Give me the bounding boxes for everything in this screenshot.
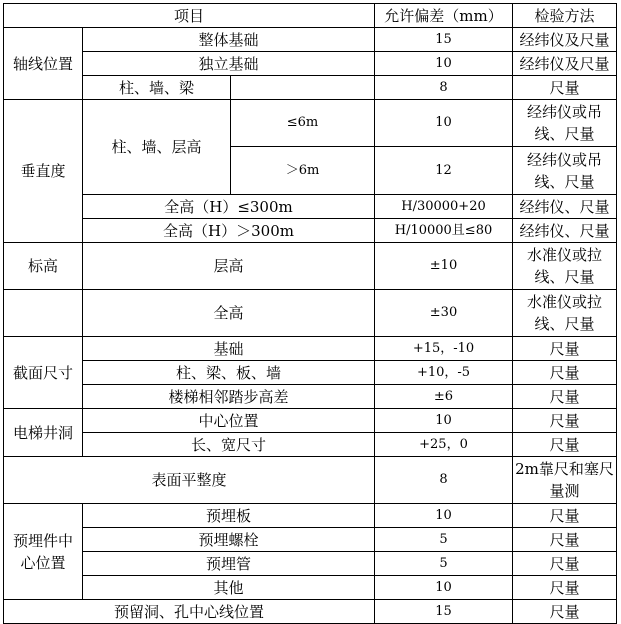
group-verticality: 垂直度 bbox=[4, 100, 83, 243]
sub-item: 预埋板 bbox=[83, 504, 375, 528]
sub-item: 全高（H）＞300m bbox=[83, 219, 375, 243]
inspection-method: 经纬仪、尺量 bbox=[513, 219, 617, 243]
sub-item: 柱、墙、梁 bbox=[83, 76, 231, 100]
tolerance-value: 8 bbox=[375, 457, 513, 504]
group-embedded-center: 预埋件中心位置 bbox=[4, 504, 83, 600]
table-row bbox=[4, 337, 617, 361]
inspection-method: 尺量 bbox=[513, 385, 617, 409]
table-row bbox=[4, 504, 617, 528]
tolerance-value: +15，-10 bbox=[375, 337, 513, 361]
inspection-method: 尺量 bbox=[513, 600, 617, 624]
tolerance-value: ±10 bbox=[375, 243, 513, 290]
sub-item: 全高（H）≤300m bbox=[83, 195, 375, 219]
inspection-method: 尺量 bbox=[513, 576, 617, 600]
tolerance-value: ±6 bbox=[375, 385, 513, 409]
sub-item: 独立基础 bbox=[83, 52, 375, 76]
table-row bbox=[4, 552, 617, 576]
condition: ＞6m bbox=[231, 147, 375, 195]
inspection-method: 2m靠尺和塞尺量测 bbox=[513, 457, 617, 504]
sub-item: 其他 bbox=[83, 576, 375, 600]
sub-item: 长、宽尺寸 bbox=[83, 433, 375, 457]
header-tolerance: 允许偏差（mm） bbox=[375, 4, 513, 28]
empty-cell bbox=[231, 76, 375, 100]
table-row bbox=[4, 600, 617, 624]
sub-item: 层高 bbox=[83, 243, 375, 290]
tolerance-value: H/10000且≤80 bbox=[375, 219, 513, 243]
table-row bbox=[4, 290, 617, 337]
table-row bbox=[4, 457, 617, 504]
tolerance-value: 10 bbox=[375, 576, 513, 600]
inspection-method: 经纬仪及尺量 bbox=[513, 52, 617, 76]
inspection-method: 尺量 bbox=[513, 76, 617, 100]
inspection-method: 尺量 bbox=[513, 337, 617, 361]
group-reserved-hole: 预留洞、孔中心线位置 bbox=[4, 600, 375, 624]
sub-item: 基础 bbox=[83, 337, 375, 361]
inspection-method: 经纬仪、尺量 bbox=[513, 195, 617, 219]
table-row bbox=[4, 243, 617, 290]
table-row bbox=[4, 52, 617, 76]
table-row bbox=[4, 76, 617, 100]
table-row bbox=[4, 361, 617, 385]
sub-item: 预埋管 bbox=[83, 552, 375, 576]
table-row bbox=[4, 385, 617, 409]
group-section-size: 截面尺寸 bbox=[4, 337, 83, 409]
tolerance-value: 15 bbox=[375, 28, 513, 52]
tolerance-value: 5 bbox=[375, 528, 513, 552]
group-elevator-shaft: 电梯井洞 bbox=[4, 409, 83, 457]
sub-item: 楼梯相邻踏步高差 bbox=[83, 385, 375, 409]
tolerance-value: H/30000+20 bbox=[375, 195, 513, 219]
header-method: 检验方法 bbox=[513, 4, 617, 28]
table-row bbox=[4, 528, 617, 552]
header-item: 项目 bbox=[4, 4, 375, 28]
tolerance-value: 8 bbox=[375, 76, 513, 100]
tolerance-value: 10 bbox=[375, 52, 513, 76]
inspection-method: 经纬仪或吊线、尺量 bbox=[513, 100, 617, 147]
inspection-method: 尺量 bbox=[513, 528, 617, 552]
inspection-method: 水准仪或拉线、尺量 bbox=[513, 290, 617, 337]
inspection-method: 水准仪或拉线、尺量 bbox=[513, 243, 617, 290]
inspection-method: 经纬仪及尺量 bbox=[513, 28, 617, 52]
group-axis-position: 轴线位置 bbox=[4, 28, 83, 100]
empty-cell bbox=[4, 290, 83, 337]
header-row bbox=[4, 4, 617, 28]
table-row bbox=[4, 433, 617, 457]
sub-item: 预埋螺栓 bbox=[83, 528, 375, 552]
sub-item: 柱、墙、层高 bbox=[83, 100, 231, 195]
group-surface-flatness: 表面平整度 bbox=[4, 457, 375, 504]
tolerance-value: 10 bbox=[375, 504, 513, 528]
tolerance-value: +25，0 bbox=[375, 433, 513, 457]
sub-item: 整体基础 bbox=[83, 28, 375, 52]
sub-item: 柱、梁、板、墙 bbox=[83, 361, 375, 385]
tolerance-value: 5 bbox=[375, 552, 513, 576]
table-row bbox=[4, 576, 617, 600]
group-elevation: 标高 bbox=[4, 243, 83, 290]
sub-item: 中心位置 bbox=[83, 409, 375, 433]
inspection-method: 尺量 bbox=[513, 504, 617, 528]
table-row bbox=[4, 219, 617, 243]
inspection-method: 经纬仪或吊线、尺量 bbox=[513, 147, 617, 195]
inspection-method: 尺量 bbox=[513, 409, 617, 433]
tolerance-value: ±30 bbox=[375, 290, 513, 337]
tolerance-value: 10 bbox=[375, 409, 513, 433]
table-row bbox=[4, 409, 617, 433]
table-row bbox=[4, 28, 617, 52]
tolerance-table bbox=[3, 3, 617, 624]
inspection-method: 尺量 bbox=[513, 433, 617, 457]
inspection-method: 尺量 bbox=[513, 552, 617, 576]
inspection-method: 尺量 bbox=[513, 361, 617, 385]
tolerance-value: 15 bbox=[375, 600, 513, 624]
condition: ≤6m bbox=[231, 100, 375, 147]
tolerance-value: +10，-5 bbox=[375, 361, 513, 385]
table-row bbox=[4, 195, 617, 219]
tolerance-value: 12 bbox=[375, 147, 513, 195]
sub-item: 全高 bbox=[83, 290, 375, 337]
tolerance-value: 10 bbox=[375, 100, 513, 147]
table-row bbox=[4, 100, 617, 147]
